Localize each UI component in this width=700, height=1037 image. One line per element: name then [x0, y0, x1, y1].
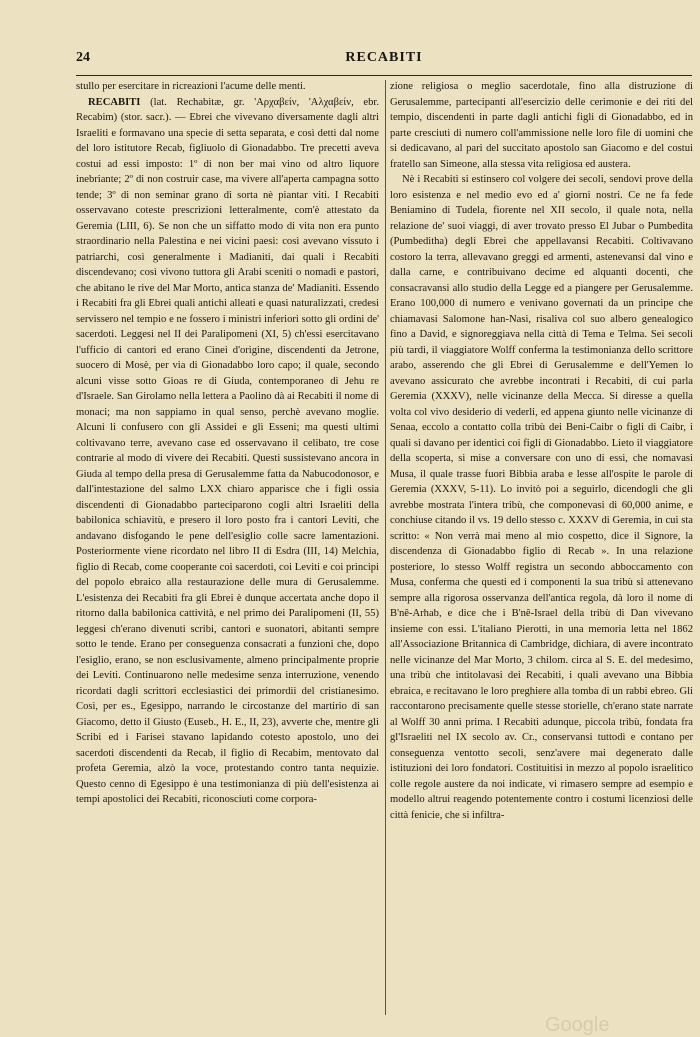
- entry-text: (lat. Rechabitæ, gr. 'Αρχαβείν, 'Αλχαβείν, ebr. Recabim) (stor. sacr.). — Ebrei che vivevano diversamente dagli altri Israeliti e formavano una specie di setta separata, e così detti dal nome del loro istitutore Recab, figliuolo di Gionadabbo. Tre precetti aveva costui ad essi imposto: 1º di non ber mai vino od altro liquore inebriante; 2º di non costruir case, ma vivere all'aperta campagna sotto tende; 3º di non seminar grano di sorta nè piantar viti. I Recabiti osservavano coteste prescrizioni letteralmente, com'è attestato da Geremia (LIII, 6). Se non che un siffatto modo di vita non era punto straordinario nella Palestina e nei vicini paesi: così avevano vissuto i patriarchi, così generalmente i Madianiti, dai quali i Recabiti discendevano; così vivono tuttora gli Arabi sceniti o nomadi e pastori, che abitano le rive del Mar Morto, antica stanza de' Madianiti. Essendo i Recabiti fra gli Ebrei quali antichi alleati e quasi naturalizzati, credesi servissero nel tempio e ne fossero i ministri inferiori sotto gli ordini de' sacerdoti. Leggesi nel II dei Paralipomeni (XI, 5) ch'essi esercitavano l'ufficio di cantori ed erano Cinei d'origine, discendenti da Jetrone, suocero di Mosè, per via di Gionadabbo loro capo; il quale, secondo alcuni visse sotto Gioas re di Giuda, contemporaneo di Jehu re d'Israele. San Girolamo nella lettera a Paolino dà ai Recabiti il nome di monaci; ma non sappiamo in qual senso, perchè avevano moglie. Alcuni li confusero con gli Assidei e gli Esseni; ma questi ultimi coltivavano terre, avevano case ed osservavano il celibato, tre cose contrarie al modo di vivere dei Recabiti. Questi sussistevano ancora in Giuda al tempo della presa di Gerusalemme fatta da Nabucodonosor, e dall'intestazione del salmo LXX chiaro apparisce che i figli ossia discendenti di Gionadabbo parteciparono cogli altri Israeliti della babilonica schiavitù, e presero il loro posto fra i cantori Leviti, che andavano disfogando le pene dell'esiglio colle sacre lamentazioni. Posteriormente viene ricordato nel libro II di Esdra (III, 14) Melchia, figlio di Recab, come cooperante coi sacerdoti, coi Leviti e coi principi del popolo ebraico alla restaurazione delle mura di Gerusalemme. L'esistenza dei Recabiti fra gli Ebrei è dunque accertata anche dopo il ritorno dalla babilonica cattività, e nel primo dei Paralipomeni (II, 55) leggesi ch'erano divenuti scribi, cantori e suonatori, abitanti sempre sotto le tende. Erano per conseguenza consacrati a funzioni che, dopo l'esiglio, erano, se non esclusivamente, almeno principalmente proprie dei Leviti. Continuarono nelle medesime senza interruzione, venendo ricordati dagli scrittori ecclesiastici dei primordii del cristianesimo. Così, per es., Egesippo, narrando le circostanze del martirio di san Giacomo, detto il Giusto (Euseb., H. E., II, 23), avverte che, mentre gli Scribi ed i Farisei stavano lapidando cotesto apostolo, uno dei sacerdoti discendenti da Recab, il figlio di Recabim, mentovato dal profeta Geremia, alzò la voce, protestando contro tanta nequizie. Questo cenno di Egesippo è una testimonianza di più dell'esistenza ai tempi apostolici dei Recabiti, riconosciuti come corpora-: [76, 96, 380, 805]
- column-divider: [385, 80, 386, 1015]
- paragraph: zione religiosa o meglio sacerdotale, fino alla distruzione di Gerusalemme, partecipanti all'esercizio delle cerimonie e dei riti del tempio, discendenti in parte dagli antichi figli di Gionadabbo, ed in parte cresciuti di numero coll'ammissione nelle loro file di uomini che si dedicavano, al pari del succitato apostolo san Giacomo e del costui fratello san Simeone, alla stessa vita religiosa ed austera.: [390, 81, 693, 170]
- header-rule: [76, 75, 692, 76]
- watermark: Google: [545, 1014, 610, 1036]
- page-number: 24: [76, 50, 90, 65]
- paragraph: stullo per esercitare in ricreazioni l'acume delle menti.: [76, 81, 306, 92]
- page-header: [76, 50, 692, 72]
- paragraph: Nè i Recabiti si estinsero col volgere dei secoli, sendovi prove della loro esistenza e nel medio evo ed a' giorni nostri. Ce ne fa fede Beniamino di Tudela, fiorente nel XII secolo, il quale nota, nella relazione de' suoi viaggi, di aver trovato presso El Jubar o Pumbedita (Pumbeditha) degli Ebrei che appellavansi Recabiti. Coltivavano costoro la terra, allevavano greggi ed armenti, astenevansi dal vino e dalla carne, e contribuivano decime ed alquanti docenti, che consacravansi allo studio della Legge ed a piangere per Gerusalemme. Erano 100,000 di numero e venivano governati da un principe che chiamavasi Salomone han-Nasi, risaliva col suo albero genealogico fino a David, e signoreggiava nella città di Tema e Telma. Sei secoli più tardi, il viaggiatore Wolff conferma la testimonianza dello scrittore arabo, asserendo che gli Ebrei di Gerusalemme e dell'Yemen lo avevano assicurato che avrebbe incontrati i Recabiti, di cui parla Geremia (XXXV), nelle vicinanze della Mecca. Si diresse a quella volta col vivo desiderio di vederli, ed appena giunto nelle vicinanze di Senaa, eccolo a contatto colla tribù dei Beni-Caibr o figli di Caibr, i quali si davano per identici coi figli di Gionadabbo. Lieto il viaggiatore della scoperta, si mise a conversare con uno di essi, che nomavasi Musa, il quale trasse fuori Bibbia araba e lesse all'ospite le parole di Geremia (XXXV, 5-11). Lo invitò poi a seguirlo, dicendogli che gli avrebbe mostrata l'intera tribù, che componevasi di 60,000 anime, e conchiuse citando il vs. 19 dello stesso c. XXXV di Geremia, in cui sta scritto: « Non verrà mai meno al mio cospetto, dice il Signore, la discendenza di Gionadabbo figlio di Recab ». In una relazione posteriore, lo stesso Wolff registra un secondo abboccamento con Musa, conferma che questi ed i componenti la sua tribù si attenevano sempre alla rigorosa osservanza dell'antica regola, dà loro il nome di B'nê-Arhab, e dice che i B'nê-Israel della tribù di Dan vivevano insieme con essi. L'italiano Pierotti, in una memoria letta nel 1862 all'Associazione Britannica di Cambridge, dichiara, di avere incontrato nelle vicinanze del Mar Morto, 3 chilom. circa al S. E. del medesimo, una tribù che intitolavasi dei Recabiti, i quali avevano una Bibbia ebraica, e recitavano le loro preghiere alla tomba di un rabbi ebreo. Gli raccontarono precisamente quelle stesse storielle, ch'erano state narrate al Wolff 30 anni prima. I Recabiti adunque, piccola tribù, fondata fra gl'Israeliti nel IX secolo av. Cr., conservansi tuttodì e contano per conseguenza ventotto secoli, senz'avere mai degenerato dalle istituzioni dei loro fondatori. Costituitisi in mezzo al popolo israelitico colle regole austere da noi indicate, vi rimasero sempre ad esempio e modello altrui reagendo potentemente contro i costumi licenziosi delle città fenicie, che si infiltra-: [390, 174, 693, 821]
- entry-headword: RECABITI: [88, 96, 141, 108]
- left-column: [76, 79, 379, 808]
- running-title: RECABITI: [345, 50, 423, 65]
- entry-paragraph: [76, 95, 379, 808]
- right-column: [390, 79, 693, 823]
